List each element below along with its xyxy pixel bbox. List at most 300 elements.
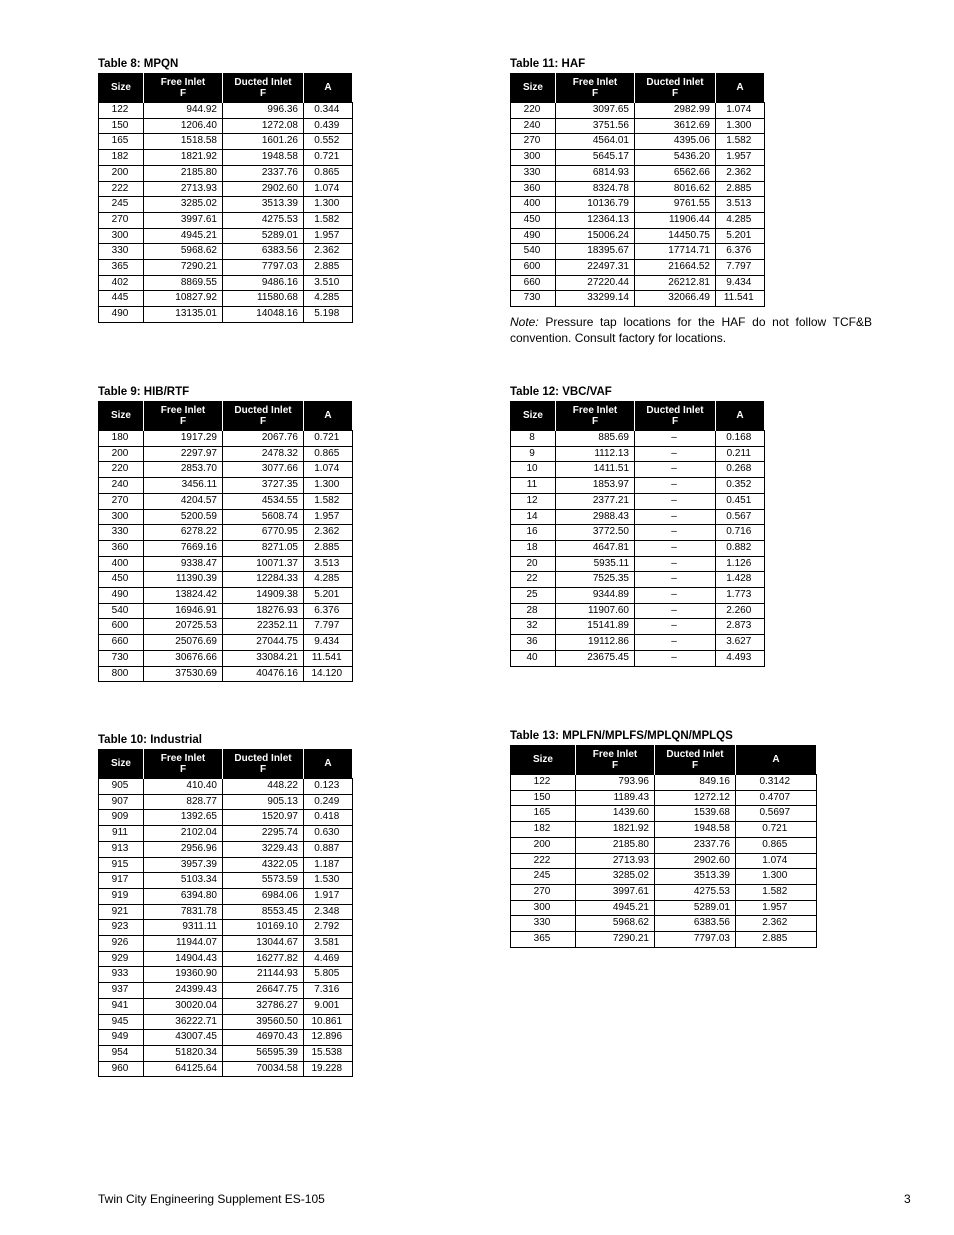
table-row xyxy=(99,525,353,541)
table-row xyxy=(99,826,353,842)
cell-ducted-inlet: – xyxy=(635,588,716,604)
cell-free-inlet: 8869.55 xyxy=(144,275,223,291)
cell-size: 222 xyxy=(99,181,144,197)
cell-a: 1.582 xyxy=(716,134,765,150)
cell-free-inlet: 1392.65 xyxy=(144,810,223,826)
cell-ducted-inlet: – xyxy=(635,493,716,509)
cell-free-inlet: 3957.39 xyxy=(144,857,223,873)
cell-ducted-inlet: 3727.35 xyxy=(223,478,304,494)
cell-ducted-inlet: 40476.16 xyxy=(223,666,304,682)
table-row xyxy=(99,556,353,572)
cell-free-inlet: 1206.40 xyxy=(144,118,223,134)
table-row xyxy=(99,150,353,166)
table-row xyxy=(99,650,353,666)
cell-a: 1.300 xyxy=(304,197,353,213)
cell-ducted-inlet: 2902.60 xyxy=(223,181,304,197)
cell-free-inlet: 1439.60 xyxy=(576,806,655,822)
table-row xyxy=(99,779,353,795)
cell-ducted-inlet: – xyxy=(635,572,716,588)
cell-size: 300 xyxy=(99,228,144,244)
table-row xyxy=(511,275,765,291)
cell-free-inlet: 4945.21 xyxy=(144,228,223,244)
cell-ducted-inlet: 26212.81 xyxy=(635,275,716,291)
cell-free-inlet: 3997.61 xyxy=(576,884,655,900)
cell-free-inlet: 11907.60 xyxy=(556,603,635,619)
cell-a: 11.541 xyxy=(304,650,353,666)
cell-ducted-inlet: 11906.44 xyxy=(635,212,716,228)
header-size: Size xyxy=(99,73,144,103)
table-12-block xyxy=(510,386,765,667)
cell-free-inlet: 30676.66 xyxy=(144,650,223,666)
header-free-inlet: Free Inlet F xyxy=(576,745,655,775)
header-a: A xyxy=(304,749,353,779)
cell-a: 2.362 xyxy=(304,244,353,260)
cell-a: 10.861 xyxy=(304,1014,353,1030)
cell-size: 540 xyxy=(99,603,144,619)
table-row xyxy=(511,493,765,509)
cell-free-inlet: 14904.43 xyxy=(144,951,223,967)
table-row xyxy=(99,794,353,810)
cell-a: 1.773 xyxy=(716,588,765,604)
cell-free-inlet: 9344.89 xyxy=(556,588,635,604)
cell-free-inlet: 2713.93 xyxy=(576,853,655,869)
cell-a: 4.285 xyxy=(304,291,353,307)
table-row xyxy=(99,228,353,244)
table-row xyxy=(99,509,353,525)
cell-ducted-inlet: 7797.03 xyxy=(655,932,736,948)
cell-free-inlet: 11944.07 xyxy=(144,936,223,952)
cell-size: 220 xyxy=(99,462,144,478)
cell-free-inlet: 4204.57 xyxy=(144,493,223,509)
cell-a: 0.418 xyxy=(304,810,353,826)
cell-free-inlet: 3285.02 xyxy=(576,869,655,885)
header-a: A xyxy=(304,73,353,103)
cell-ducted-inlet: 10169.10 xyxy=(223,920,304,936)
table-row xyxy=(99,920,353,936)
cell-a: 9.434 xyxy=(716,275,765,291)
cell-ducted-inlet: 6383.56 xyxy=(655,916,736,932)
note-text-line2: convention. Consult factory for locations. xyxy=(510,331,727,345)
cell-free-inlet: 5935.11 xyxy=(556,556,635,572)
cell-size: 929 xyxy=(99,951,144,967)
cell-ducted-inlet: 4395.06 xyxy=(635,134,716,150)
table-11-block xyxy=(510,58,765,307)
cell-size: 600 xyxy=(511,260,556,276)
table-header-row xyxy=(511,401,765,431)
table-row xyxy=(511,446,765,462)
table-row xyxy=(511,853,817,869)
cell-free-inlet: 8324.78 xyxy=(556,181,635,197)
cell-size: 220 xyxy=(511,103,556,119)
cell-size: 730 xyxy=(511,291,556,307)
cell-free-inlet: 36222.71 xyxy=(144,1014,223,1030)
cell-size: 200 xyxy=(511,837,576,853)
cell-a: 3.581 xyxy=(304,936,353,952)
cell-a: 0.865 xyxy=(736,837,817,853)
cell-a: 1.582 xyxy=(304,212,353,228)
cell-free-inlet: 51820.34 xyxy=(144,1045,223,1061)
cell-size: 165 xyxy=(511,806,576,822)
cell-free-inlet: 793.96 xyxy=(576,775,655,791)
cell-ducted-inlet: 5573.59 xyxy=(223,873,304,889)
table-row xyxy=(99,446,353,462)
cell-a: 0.168 xyxy=(716,431,765,447)
cell-size: 12 xyxy=(511,493,556,509)
cell-ducted-inlet: 3612.69 xyxy=(635,118,716,134)
cell-ducted-inlet: – xyxy=(635,525,716,541)
cell-free-inlet: 13135.01 xyxy=(144,307,223,323)
cell-free-inlet: 3097.65 xyxy=(556,103,635,119)
cell-free-inlet: 2956.96 xyxy=(144,841,223,857)
cell-size: 330 xyxy=(511,165,556,181)
table-hib-rtf xyxy=(98,401,353,682)
cell-size: 182 xyxy=(99,150,144,166)
cell-a: 1.300 xyxy=(304,478,353,494)
cell-ducted-inlet: 7797.03 xyxy=(223,260,304,276)
table-mpqn xyxy=(98,73,353,323)
table-row xyxy=(511,572,765,588)
table-header-row xyxy=(99,749,353,779)
cell-size: 330 xyxy=(99,244,144,260)
table-row xyxy=(511,431,765,447)
cell-free-inlet: 410.40 xyxy=(144,779,223,795)
cell-size: 36 xyxy=(511,635,556,651)
cell-ducted-inlet: 14048.16 xyxy=(223,307,304,323)
cell-a: 7.797 xyxy=(304,619,353,635)
cell-size: 8 xyxy=(511,431,556,447)
cell-a: 0.352 xyxy=(716,478,765,494)
cell-size: 909 xyxy=(99,810,144,826)
cell-ducted-inlet: 12284.33 xyxy=(223,572,304,588)
cell-free-inlet: 23675.45 xyxy=(556,650,635,666)
cell-size: 150 xyxy=(99,118,144,134)
cell-a: 0.630 xyxy=(304,826,353,842)
cell-a: 1.074 xyxy=(304,462,353,478)
table-row xyxy=(99,873,353,889)
cell-a: 9.001 xyxy=(304,998,353,1014)
table-title: Table 10: Industrial xyxy=(98,734,202,746)
table-row xyxy=(99,841,353,857)
cell-free-inlet: 25076.69 xyxy=(144,635,223,651)
cell-free-inlet: 944.92 xyxy=(144,103,223,119)
cell-ducted-inlet: – xyxy=(635,431,716,447)
cell-ducted-inlet: 39560.50 xyxy=(223,1014,304,1030)
table-row xyxy=(511,884,817,900)
table-row xyxy=(511,509,765,525)
cell-a: 0.439 xyxy=(304,118,353,134)
cell-a: 0.721 xyxy=(736,822,817,838)
table-row xyxy=(99,904,353,920)
cell-ducted-inlet: 33084.21 xyxy=(223,650,304,666)
cell-a: 4.285 xyxy=(716,212,765,228)
cell-a: 2.362 xyxy=(736,916,817,932)
cell-a: 1.300 xyxy=(736,869,817,885)
table-title: Table 13: MPLFN/MPLFS/MPLQN/MPLQS xyxy=(510,730,733,742)
cell-free-inlet: 1821.92 xyxy=(576,822,655,838)
table-row xyxy=(511,260,765,276)
header-free-inlet: Free Inlet F xyxy=(144,749,223,779)
cell-free-inlet: 7831.78 xyxy=(144,904,223,920)
cell-ducted-inlet: 9761.55 xyxy=(635,197,716,213)
cell-size: 941 xyxy=(99,998,144,1014)
table-row xyxy=(511,790,817,806)
cell-a: 11.541 xyxy=(716,291,765,307)
cell-size: 20 xyxy=(511,556,556,572)
cell-size: 360 xyxy=(99,540,144,556)
cell-free-inlet: 2297.97 xyxy=(144,446,223,462)
cell-size: 28 xyxy=(511,603,556,619)
cell-ducted-inlet: 56595.39 xyxy=(223,1045,304,1061)
table-title: Table 8: MPQN xyxy=(98,58,179,70)
cell-ducted-inlet: 1272.12 xyxy=(655,790,736,806)
cell-size: 330 xyxy=(511,916,576,932)
table-haf xyxy=(510,73,765,307)
header-size: Size xyxy=(99,749,144,779)
cell-a: 2.885 xyxy=(304,540,353,556)
cell-a: 0.716 xyxy=(716,525,765,541)
table-row xyxy=(99,967,353,983)
cell-size: 913 xyxy=(99,841,144,857)
cell-ducted-inlet: – xyxy=(635,619,716,635)
cell-ducted-inlet: 21144.93 xyxy=(223,967,304,983)
table-row xyxy=(99,1030,353,1046)
cell-ducted-inlet: 17714.71 xyxy=(635,244,716,260)
cell-a: 1.530 xyxy=(304,873,353,889)
table-row xyxy=(99,165,353,181)
cell-a: 2.885 xyxy=(304,260,353,276)
cell-size: 911 xyxy=(99,826,144,842)
cell-free-inlet: 3456.11 xyxy=(144,478,223,494)
cell-free-inlet: 9311.11 xyxy=(144,920,223,936)
table-row xyxy=(99,431,353,447)
cell-a: 1.917 xyxy=(304,888,353,904)
cell-a: 0.4707 xyxy=(736,790,817,806)
cell-a: 0.721 xyxy=(304,150,353,166)
table-row xyxy=(511,588,765,604)
table-row xyxy=(99,936,353,952)
cell-size: 945 xyxy=(99,1014,144,1030)
cell-a: 0.721 xyxy=(304,431,353,447)
cell-ducted-inlet: – xyxy=(635,509,716,525)
header-a: A xyxy=(304,401,353,431)
cell-free-inlet: 10827.92 xyxy=(144,291,223,307)
table-row xyxy=(99,493,353,509)
table-row xyxy=(99,212,353,228)
table-row xyxy=(99,118,353,134)
cell-a: 0.865 xyxy=(304,165,353,181)
cell-size: 923 xyxy=(99,920,144,936)
cell-a: 3.513 xyxy=(716,197,765,213)
note-label: Note: xyxy=(510,315,539,329)
cell-size: 926 xyxy=(99,936,144,952)
cell-size: 40 xyxy=(511,650,556,666)
cell-a: 0.211 xyxy=(716,446,765,462)
cell-size: 450 xyxy=(99,572,144,588)
table-row xyxy=(511,291,765,307)
cell-ducted-inlet: 8553.45 xyxy=(223,904,304,920)
table-row xyxy=(511,181,765,197)
cell-ducted-inlet: – xyxy=(635,478,716,494)
cell-size: 200 xyxy=(99,446,144,462)
table-row xyxy=(511,900,817,916)
cell-ducted-inlet: 21664.52 xyxy=(635,260,716,276)
cell-free-inlet: 3772.50 xyxy=(556,525,635,541)
table-title: Table 11: HAF xyxy=(510,58,586,70)
cell-free-inlet: 7669.16 xyxy=(144,540,223,556)
cell-free-inlet: 885.69 xyxy=(556,431,635,447)
cell-size: 954 xyxy=(99,1045,144,1061)
cell-ducted-inlet: 5289.01 xyxy=(223,228,304,244)
cell-ducted-inlet: 22352.11 xyxy=(223,619,304,635)
cell-ducted-inlet: 2337.76 xyxy=(655,837,736,853)
cell-a: 1.582 xyxy=(304,493,353,509)
cell-ducted-inlet: – xyxy=(635,603,716,619)
cell-ducted-inlet: 905.13 xyxy=(223,794,304,810)
cell-ducted-inlet: 6562.66 xyxy=(635,165,716,181)
cell-size: 270 xyxy=(511,884,576,900)
header-size: Size xyxy=(511,401,556,431)
cell-free-inlet: 1821.92 xyxy=(144,150,223,166)
cell-a: 3.627 xyxy=(716,635,765,651)
table-row xyxy=(99,181,353,197)
cell-a: 1.126 xyxy=(716,556,765,572)
table-row xyxy=(511,150,765,166)
table-row xyxy=(99,951,353,967)
table-row xyxy=(99,197,353,213)
cell-a: 0.3142 xyxy=(736,775,817,791)
cell-ducted-inlet: 4275.53 xyxy=(655,884,736,900)
cell-size: 330 xyxy=(99,525,144,541)
table-row xyxy=(99,1045,353,1061)
cell-free-inlet: 12364.13 xyxy=(556,212,635,228)
table-row xyxy=(99,540,353,556)
cell-size: 32 xyxy=(511,619,556,635)
cell-free-inlet: 19360.90 xyxy=(144,967,223,983)
cell-a: 9.434 xyxy=(304,635,353,651)
cell-size: 270 xyxy=(511,134,556,150)
cell-size: 180 xyxy=(99,431,144,447)
table-row xyxy=(99,857,353,873)
cell-size: 200 xyxy=(99,165,144,181)
cell-free-inlet: 20725.53 xyxy=(144,619,223,635)
header-a: A xyxy=(716,401,765,431)
footer-text: Twin City Engineering Supplement ES-105 xyxy=(98,1192,325,1206)
cell-a: 12.896 xyxy=(304,1030,353,1046)
table-row xyxy=(511,244,765,260)
cell-free-inlet: 43007.45 xyxy=(144,1030,223,1046)
cell-ducted-inlet: 2295.74 xyxy=(223,826,304,842)
cell-a: 0.344 xyxy=(304,103,353,119)
cell-a: 1.957 xyxy=(304,509,353,525)
table-row xyxy=(511,540,765,556)
cell-free-inlet: 5645.17 xyxy=(556,150,635,166)
cell-free-inlet: 9338.47 xyxy=(144,556,223,572)
table-row xyxy=(99,998,353,1014)
cell-ducted-inlet: 996.36 xyxy=(223,103,304,119)
cell-size: 150 xyxy=(511,790,576,806)
table-header-row xyxy=(99,73,353,103)
table-row xyxy=(511,478,765,494)
cell-free-inlet: 3285.02 xyxy=(144,197,223,213)
cell-a: 1.074 xyxy=(736,853,817,869)
cell-size: 240 xyxy=(511,118,556,134)
cell-a: 2.362 xyxy=(304,525,353,541)
cell-size: 921 xyxy=(99,904,144,920)
cell-ducted-inlet: – xyxy=(635,540,716,556)
cell-ducted-inlet: – xyxy=(635,462,716,478)
cell-ducted-inlet: 70034.58 xyxy=(223,1061,304,1077)
cell-ducted-inlet: 6383.56 xyxy=(223,244,304,260)
cell-free-inlet: 5968.62 xyxy=(144,244,223,260)
cell-ducted-inlet: 1601.26 xyxy=(223,134,304,150)
cell-ducted-inlet: 5289.01 xyxy=(655,900,736,916)
table-row xyxy=(99,888,353,904)
cell-ducted-inlet: 46970.43 xyxy=(223,1030,304,1046)
cell-ducted-inlet: 5436.20 xyxy=(635,150,716,166)
cell-ducted-inlet: 16277.82 xyxy=(223,951,304,967)
cell-ducted-inlet: 26647.75 xyxy=(223,983,304,999)
cell-a: 0.567 xyxy=(716,509,765,525)
cell-free-inlet: 4647.81 xyxy=(556,540,635,556)
cell-ducted-inlet: 1520.97 xyxy=(223,810,304,826)
table-row xyxy=(99,603,353,619)
table-row xyxy=(99,244,353,260)
cell-a: 0.249 xyxy=(304,794,353,810)
note-text-line1: Pressure tap locations for the HAF do not follow TCF&B xyxy=(538,315,872,329)
table-row xyxy=(99,478,353,494)
table-row xyxy=(511,118,765,134)
cell-a: 5.805 xyxy=(304,967,353,983)
cell-free-inlet: 2988.43 xyxy=(556,509,635,525)
cell-ducted-inlet: 3229.43 xyxy=(223,841,304,857)
table-row xyxy=(511,212,765,228)
cell-free-inlet: 1518.58 xyxy=(144,134,223,150)
table-row xyxy=(511,462,765,478)
table-row xyxy=(99,810,353,826)
cell-size: 450 xyxy=(511,212,556,228)
table-industrial xyxy=(98,749,353,1077)
cell-a: 4.285 xyxy=(304,572,353,588)
cell-ducted-inlet: 4322.05 xyxy=(223,857,304,873)
cell-free-inlet: 2185.80 xyxy=(576,837,655,853)
cell-ducted-inlet: 5608.74 xyxy=(223,509,304,525)
cell-free-inlet: 18395.67 xyxy=(556,244,635,260)
table-row xyxy=(99,1061,353,1077)
cell-size: 365 xyxy=(511,932,576,948)
cell-ducted-inlet: 2067.76 xyxy=(223,431,304,447)
cell-size: 222 xyxy=(511,853,576,869)
cell-ducted-inlet: 18276.93 xyxy=(223,603,304,619)
table-row xyxy=(511,635,765,651)
cell-ducted-inlet: – xyxy=(635,556,716,572)
cell-size: 360 xyxy=(511,181,556,197)
cell-ducted-inlet: 448.22 xyxy=(223,779,304,795)
cell-size: 933 xyxy=(99,967,144,983)
cell-free-inlet: 828.77 xyxy=(144,794,223,810)
cell-ducted-inlet: 8016.62 xyxy=(635,181,716,197)
table-row xyxy=(99,307,353,323)
cell-ducted-inlet: 4275.53 xyxy=(223,212,304,228)
table-row xyxy=(99,260,353,276)
cell-free-inlet: 2102.04 xyxy=(144,826,223,842)
cell-ducted-inlet: 4534.55 xyxy=(223,493,304,509)
cell-size: 11 xyxy=(511,478,556,494)
cell-size: 122 xyxy=(511,775,576,791)
cell-size: 300 xyxy=(511,150,556,166)
table-row xyxy=(511,775,817,791)
cell-ducted-inlet: 3513.39 xyxy=(655,869,736,885)
cell-a: 7.797 xyxy=(716,260,765,276)
